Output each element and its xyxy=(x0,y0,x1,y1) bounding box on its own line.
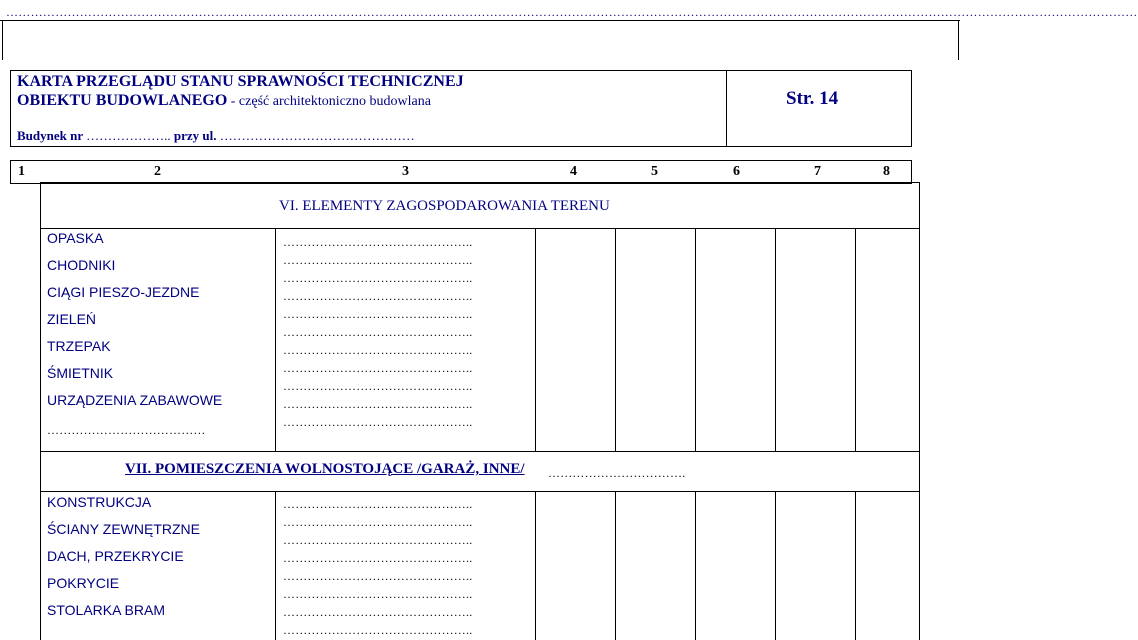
section6-header-rule xyxy=(40,228,920,229)
s6-dots-11[interactable]: ……………………………………….. xyxy=(283,415,473,429)
section7-col-divider-4 xyxy=(695,491,696,640)
part-label: - część architektoniczno budowlana xyxy=(227,94,431,109)
s6-dots-9[interactable]: ……………………………………….. xyxy=(283,379,473,393)
item-konstrukcja: KONSTRUKCJA xyxy=(47,494,152,510)
s6-dots-3[interactable]: ……………………………………….. xyxy=(283,271,473,285)
item-trzepak: TRZEPAK xyxy=(47,338,111,354)
section6-col-divider-3 xyxy=(615,228,616,452)
s7-dots-1[interactable]: ……………………………………….. xyxy=(283,497,473,511)
section7-header-rule xyxy=(40,491,920,492)
right-border-top xyxy=(958,20,959,60)
col-1: 1 xyxy=(18,164,25,179)
col-2: 2 xyxy=(154,164,161,179)
section6-col-divider-5 xyxy=(775,228,776,452)
item-dach: DACH, PRZEKRYCIE xyxy=(47,548,184,564)
item-ciagi: CIĄGI PIESZO-JEZDNE xyxy=(47,284,200,300)
section6-col-divider-6 xyxy=(855,228,856,452)
s6-dots-7[interactable]: ……………………………………….. xyxy=(283,343,473,357)
section7-left-border xyxy=(40,451,41,640)
item-smietnik: ŚMIETNIK xyxy=(47,365,114,381)
s7-dots-4[interactable]: ……………………………………….. xyxy=(283,551,473,565)
item-urzadzenia: URZĄDZENIA ZABAWOWE xyxy=(47,392,223,408)
section6-col-divider-1 xyxy=(275,228,276,452)
street-label: przy ul. xyxy=(173,128,217,143)
section6-top-rule xyxy=(40,182,920,183)
header-divider xyxy=(726,70,727,146)
s7-dots-5[interactable]: ……………………………………….. xyxy=(283,569,473,583)
s6-dots-8[interactable]: ……………………………………….. xyxy=(283,361,473,375)
s6-dots-2[interactable]: ……………………………………….. xyxy=(283,253,473,267)
s7-dots-2[interactable]: ……………………………………….. xyxy=(283,515,473,529)
section6-right-border xyxy=(919,182,920,452)
top-rule xyxy=(0,20,960,21)
s7-dots-7[interactable]: ……………………………………….. xyxy=(283,605,473,619)
s6-dots-1[interactable]: ……………………………………….. xyxy=(283,235,473,249)
item-pokrycie: POKRYCIE xyxy=(47,575,120,591)
section6-col-divider-4 xyxy=(695,228,696,452)
object-label: OBIEKTU BUDOWLANEGO xyxy=(17,92,228,109)
col-7: 7 xyxy=(814,164,821,179)
col-8: 8 xyxy=(883,164,890,179)
card-subtitle xyxy=(17,92,431,110)
col-4: 4 xyxy=(570,164,577,179)
section7-col-divider-6 xyxy=(855,491,856,640)
building-number-field[interactable]: ……………….. xyxy=(86,128,171,143)
section6-col-divider-2 xyxy=(535,228,536,452)
top-dotted-line: …………………………………………………………………………………………………………………………………………………………………………………………………………………………………………………… xyxy=(6,5,1138,19)
page-number: Str. 14 xyxy=(786,88,839,109)
s6-dots-10[interactable]: ……………………………………….. xyxy=(283,397,473,411)
section7-title-dots[interactable]: ……………………………. xyxy=(548,466,686,480)
item-zielen: ZIELEŃ xyxy=(47,311,97,327)
item-stolarka: STOLARKA BRAM xyxy=(47,602,166,618)
section7-right-border xyxy=(919,451,920,640)
section7-title: VII. POMIESZCZENIA WOLNOSTOJĄCE /GARAŻ, INNE/ xyxy=(125,461,525,477)
left-border-top xyxy=(2,20,3,60)
section7-col-divider-2 xyxy=(535,491,536,640)
section7-col-divider-5 xyxy=(775,491,776,640)
s7-dots-3[interactable]: ……………………………………….. xyxy=(283,533,473,547)
s7-dots-8[interactable]: ……………………………………….. xyxy=(283,623,473,637)
section7-col-divider-1 xyxy=(275,491,276,640)
section6-title: VI. ELEMENTY ZAGOSPODAROWANIA TERENU xyxy=(279,198,610,214)
s6-dots-4[interactable]: ……………………………………….. xyxy=(283,289,473,303)
section6-left-border xyxy=(40,182,41,452)
section7-col-divider-3 xyxy=(615,491,616,640)
building-line xyxy=(17,127,415,144)
s6-dots-5[interactable]: ……………………………………….. xyxy=(283,307,473,321)
col-5: 5 xyxy=(651,164,658,179)
column-number-row xyxy=(10,160,912,184)
s7-dots-6[interactable]: ……………………………………….. xyxy=(283,587,473,601)
s6-dots-6[interactable]: ……………………………………….. xyxy=(283,325,473,339)
item-extra-dots[interactable]: ………………………………… xyxy=(47,423,206,437)
section6-bottom-rule xyxy=(40,451,920,452)
building-label: Budynek nr xyxy=(17,128,83,143)
col-3: 3 xyxy=(402,164,409,179)
item-chodniki: CHODNIKI xyxy=(47,257,116,273)
col-6: 6 xyxy=(733,164,740,179)
item-opaska: OPASKA xyxy=(47,230,104,246)
card-title: KARTA PRZEGLĄDU STANU SPRAWNOŚCI TECHNICZNEJ xyxy=(17,73,464,90)
street-field[interactable]: ……………………………………… xyxy=(219,128,415,143)
item-sciany: ŚCIANY ZEWNĘTRZNE xyxy=(47,521,200,537)
